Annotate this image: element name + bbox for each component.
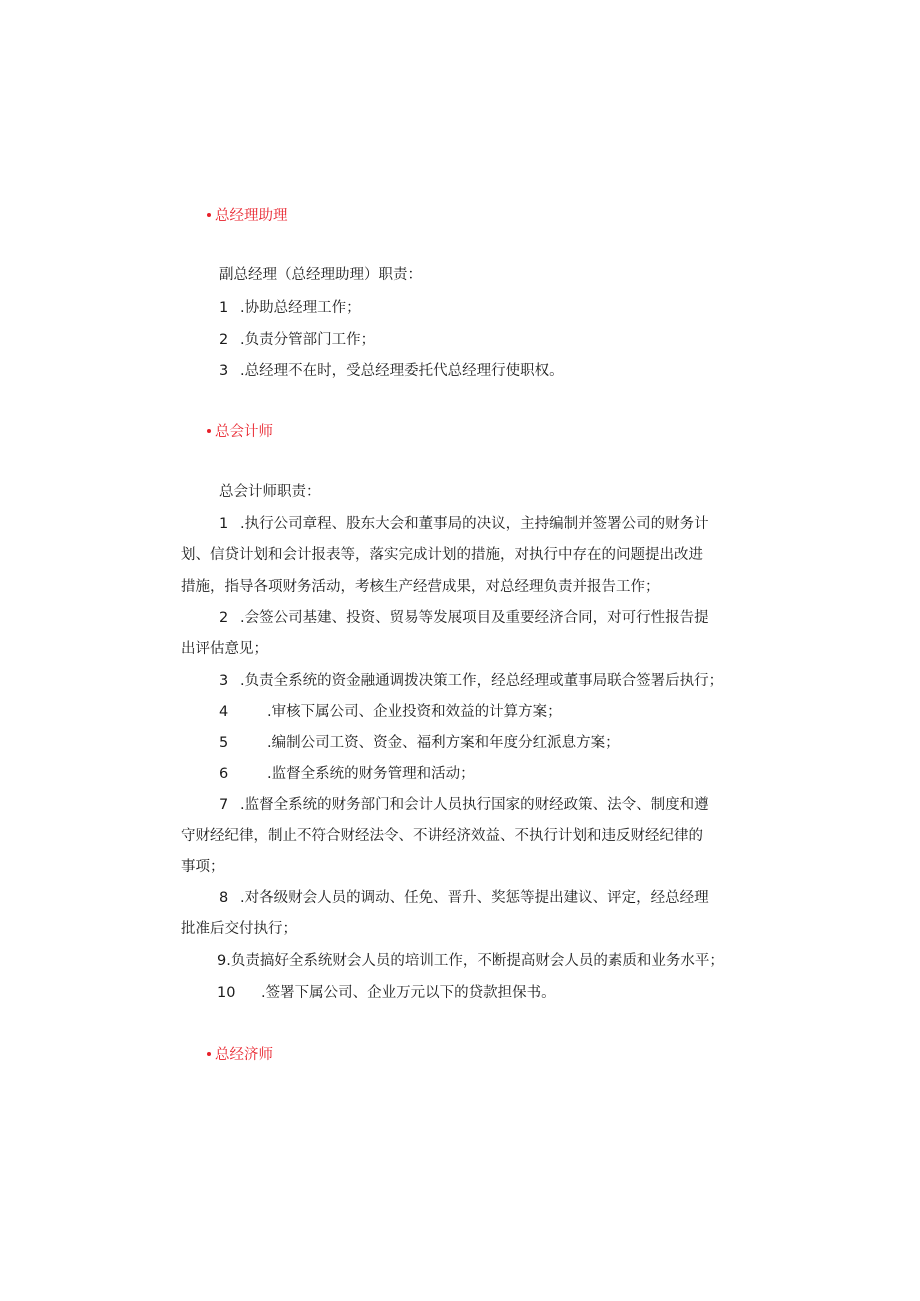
item-text: .监督全系统的财务管理和活动； (267, 766, 475, 782)
list-item-continuation: 事项； (181, 859, 225, 875)
section-intro: 总会计师职责： (219, 484, 321, 500)
list-item (217, 951, 724, 971)
item-number: 2 (219, 610, 229, 626)
list-item (219, 361, 564, 381)
list-item (219, 888, 709, 908)
item-number: 7 (219, 797, 229, 813)
item-number: 10 (217, 985, 236, 1001)
item-text: .负责分管部门工作； (240, 332, 376, 348)
list-item-continuation: 划、信贷计划和会计报表等，落实完成计划的措施，对执行中存在的问题提出改进 (181, 547, 703, 563)
list-item (219, 514, 709, 534)
list-item (219, 764, 475, 784)
item-number: 3 (219, 673, 229, 689)
list-item (219, 298, 361, 318)
heading-text: 总会计师 (215, 424, 273, 440)
item-number: 2 (219, 332, 229, 348)
list-item-continuation: 守财经纪律，制止不符合财经法令、不讲经济效益、不执行计划和违反财经纪律的 (181, 828, 703, 844)
list-item (219, 733, 620, 753)
item-text: .负责搞好全系统财会人员的培训工作，不断提高财会人员的素质和业务水平； (226, 953, 724, 969)
item-text: .审核下属公司、企业投资和效益的计算方案； (267, 704, 562, 720)
list-item-continuation: 措施，指导各项财务活动，考核生产经营成果，对总经理负责并报告工作； (181, 579, 660, 595)
bullet-icon (207, 213, 211, 217)
item-text: .负责全系统的资金融通调拨决策工作，经总经理或董事局联合签署后执行； (240, 673, 724, 689)
list-item (219, 608, 709, 628)
item-number: 9 (217, 953, 227, 969)
section-heading-chief-accountant (207, 422, 273, 442)
item-number: 1 (219, 516, 229, 532)
list-item (219, 795, 709, 815)
item-number: 3 (219, 363, 229, 379)
section-heading-assistant-gm (207, 206, 288, 226)
item-text: .编制公司工资、资金、福利方案和年度分红派息方案； (267, 735, 620, 751)
item-text: .会签公司基建、投资、贸易等发展项目及重要经济合同，对可行性报告提 (240, 610, 709, 626)
item-text: .执行公司章程、股东大会和董事局的决议，主持编制并签署公司的财务计 (240, 516, 709, 532)
item-number: 4 (219, 704, 229, 720)
bullet-icon (207, 429, 211, 433)
section-heading-chief-economist (207, 1045, 273, 1065)
list-item (217, 983, 556, 1003)
heading-text: 总经理助理 (215, 208, 288, 224)
item-number: 6 (219, 766, 229, 782)
heading-text: 总经济师 (215, 1047, 273, 1063)
section-intro: 副总经理（总经理助理）职责： (219, 267, 422, 283)
list-item (219, 671, 723, 691)
item-number: 1 (219, 300, 229, 316)
bullet-icon (207, 1052, 211, 1056)
item-text: .总经理不在时，受总经理委托代总经理行使职权。 (240, 363, 564, 379)
list-item (219, 330, 375, 350)
list-item-continuation: 批准后交付执行； (181, 921, 297, 937)
item-text: .签署下属公司、企业万元以下的贷款担保书。 (261, 985, 556, 1001)
item-text: .协助总经理工作； (240, 300, 361, 316)
item-number: 5 (219, 735, 229, 751)
item-number: 8 (219, 890, 229, 906)
item-text: .监督全系统的财务部门和会计人员执行国家的财经政策、法令、制度和遵 (240, 797, 709, 813)
item-text: .对各级财会人员的调动、任免、晋升、奖惩等提出建议、评定，经总经理 (240, 890, 709, 906)
list-item-continuation: 出评估意见； (181, 641, 268, 657)
list-item (219, 702, 562, 722)
